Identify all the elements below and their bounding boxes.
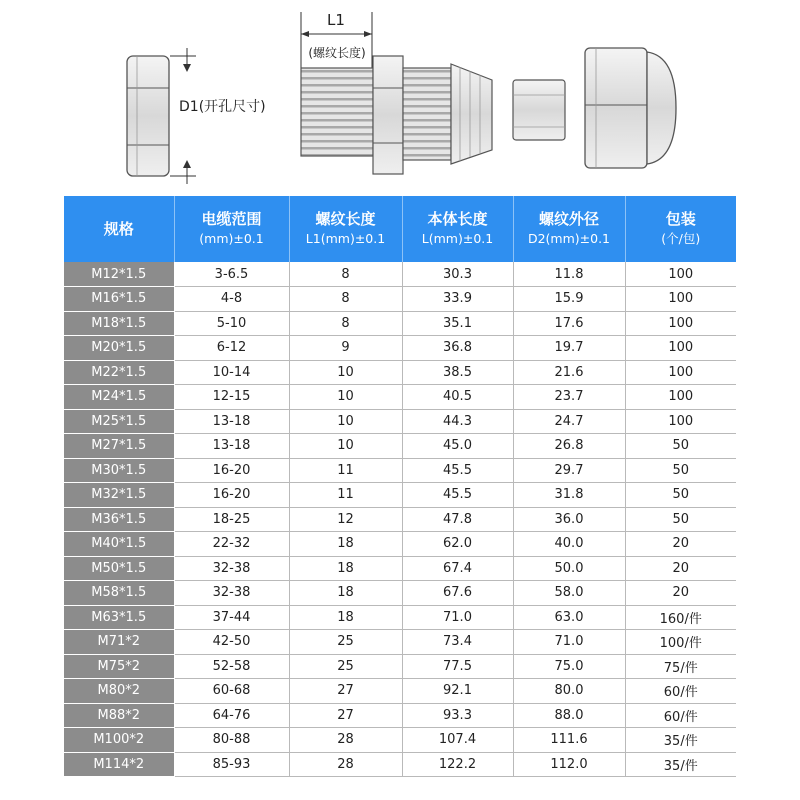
thread-length-cell: 10 bbox=[289, 434, 402, 459]
spec-cell: M71*2 bbox=[64, 630, 174, 655]
cable-range-cell: 16-20 bbox=[174, 483, 289, 508]
thread-diameter-cell: 21.6 bbox=[513, 360, 625, 385]
body-length-cell: 62.0 bbox=[402, 532, 513, 557]
thread-diameter-cell: 31.8 bbox=[513, 483, 625, 508]
spec-cell: M27*1.5 bbox=[64, 434, 174, 459]
packaging-cell: 160/件 bbox=[625, 605, 736, 630]
spec-cell: M18*1.5 bbox=[64, 311, 174, 336]
body-length-cell: 33.9 bbox=[402, 287, 513, 312]
cable-range-cell: 42-50 bbox=[174, 630, 289, 655]
table-row bbox=[64, 556, 736, 581]
cable-range-cell: 4-8 bbox=[174, 287, 289, 312]
thread-diameter-cell: 80.0 bbox=[513, 679, 625, 704]
table-row bbox=[64, 262, 736, 287]
header-cable-range: 电缆范围 (mm)±0.1 bbox=[174, 196, 289, 262]
thread-length-cell: 10 bbox=[289, 409, 402, 434]
spec-cell: M25*1.5 bbox=[64, 409, 174, 434]
spec-cell: M16*1.5 bbox=[64, 287, 174, 312]
thread-diameter-cell: 36.0 bbox=[513, 507, 625, 532]
thread-diameter-cell: 15.9 bbox=[513, 287, 625, 312]
cable-range-cell: 52-58 bbox=[174, 654, 289, 679]
thread-length-cell: 10 bbox=[289, 360, 402, 385]
packaging-cell: 75/件 bbox=[625, 654, 736, 679]
cable-range-cell: 32-38 bbox=[174, 556, 289, 581]
packaging-cell: 60/件 bbox=[625, 703, 736, 728]
packaging-cell: 100 bbox=[625, 409, 736, 434]
d1-label: D1(开孔尺寸) bbox=[179, 99, 266, 115]
table-row bbox=[64, 287, 736, 312]
locknut-drawing bbox=[127, 56, 169, 176]
table-row bbox=[64, 336, 736, 361]
table-row bbox=[64, 605, 736, 630]
thread-length-cell: 8 bbox=[289, 262, 402, 287]
spec-cell: M30*1.5 bbox=[64, 458, 174, 483]
header-thread-length: 螺纹长度 L1(mm)±0.1 bbox=[289, 196, 402, 262]
spec-cell: M12*1.5 bbox=[64, 262, 174, 287]
seal-insert-drawing bbox=[513, 80, 565, 140]
packaging-cell: 60/件 bbox=[625, 679, 736, 704]
packaging-cell: 100/件 bbox=[625, 630, 736, 655]
table-row bbox=[64, 630, 736, 655]
body-length-cell: 77.5 bbox=[402, 654, 513, 679]
thread-length-label: (螺纹长度) bbox=[308, 46, 366, 60]
table-row bbox=[64, 752, 736, 777]
table-row bbox=[64, 311, 736, 336]
packaging-cell: 100 bbox=[625, 360, 736, 385]
spec-cell: M36*1.5 bbox=[64, 507, 174, 532]
thread-length-cell: 28 bbox=[289, 752, 402, 777]
body-length-cell: 40.5 bbox=[402, 385, 513, 410]
d1-dimension bbox=[170, 48, 196, 184]
table-row bbox=[64, 434, 736, 459]
header-packaging: 包装 (个/包) bbox=[625, 196, 736, 262]
body-length-cell: 92.1 bbox=[402, 679, 513, 704]
spec-cell: M50*1.5 bbox=[64, 556, 174, 581]
thread-diameter-cell: 75.0 bbox=[513, 654, 625, 679]
l1-label: L1 bbox=[327, 11, 345, 29]
thread-diameter-cell: 23.7 bbox=[513, 385, 625, 410]
cable-range-cell: 10-14 bbox=[174, 360, 289, 385]
table-row bbox=[64, 532, 736, 557]
thread-diameter-cell: 24.7 bbox=[513, 409, 625, 434]
body-length-cell: 122.2 bbox=[402, 752, 513, 777]
cable-range-cell: 18-25 bbox=[174, 507, 289, 532]
cable-range-cell: 37-44 bbox=[174, 605, 289, 630]
table-row bbox=[64, 385, 736, 410]
table-row bbox=[64, 703, 736, 728]
packaging-cell: 100 bbox=[625, 311, 736, 336]
spec-cell: M63*1.5 bbox=[64, 605, 174, 630]
table-row bbox=[64, 458, 736, 483]
packaging-cell: 100 bbox=[625, 336, 736, 361]
thread-diameter-cell: 88.0 bbox=[513, 703, 625, 728]
packaging-cell: 100 bbox=[625, 262, 736, 287]
body-length-cell: 71.0 bbox=[402, 605, 513, 630]
thread-length-cell: 25 bbox=[289, 630, 402, 655]
thread-length-cell: 28 bbox=[289, 728, 402, 753]
thread-diameter-cell: 17.6 bbox=[513, 311, 625, 336]
cable-range-cell: 13-18 bbox=[174, 409, 289, 434]
thread-length-cell: 9 bbox=[289, 336, 402, 361]
cable-range-cell: 85-93 bbox=[174, 752, 289, 777]
thread-length-cell: 11 bbox=[289, 458, 402, 483]
packaging-cell: 20 bbox=[625, 556, 736, 581]
cable-range-cell: 13-18 bbox=[174, 434, 289, 459]
thread-length-cell: 27 bbox=[289, 703, 402, 728]
gland-body-drawing bbox=[301, 56, 492, 174]
spec-cell: M32*1.5 bbox=[64, 483, 174, 508]
body-length-cell: 67.6 bbox=[402, 581, 513, 606]
cable-range-cell: 6-12 bbox=[174, 336, 289, 361]
spec-cell: M75*2 bbox=[64, 654, 174, 679]
thread-length-cell: 8 bbox=[289, 287, 402, 312]
packaging-cell: 50 bbox=[625, 483, 736, 508]
thread-diameter-cell: 71.0 bbox=[513, 630, 625, 655]
table-row bbox=[64, 581, 736, 606]
body-length-cell: 44.3 bbox=[402, 409, 513, 434]
body-length-cell: 67.4 bbox=[402, 556, 513, 581]
spec-table bbox=[64, 196, 736, 777]
body-length-cell: 38.5 bbox=[402, 360, 513, 385]
cable-gland-diagram bbox=[0, 0, 800, 190]
table-row bbox=[64, 728, 736, 753]
packaging-cell: 100 bbox=[625, 385, 736, 410]
thread-diameter-cell: 19.7 bbox=[513, 336, 625, 361]
body-length-cell: 93.3 bbox=[402, 703, 513, 728]
table-header-row bbox=[64, 196, 736, 262]
packaging-cell: 50 bbox=[625, 458, 736, 483]
thread-diameter-cell: 40.0 bbox=[513, 532, 625, 557]
cable-range-cell: 22-32 bbox=[174, 532, 289, 557]
packaging-cell: 50 bbox=[625, 434, 736, 459]
packaging-cell: 100 bbox=[625, 287, 736, 312]
thread-diameter-cell: 111.6 bbox=[513, 728, 625, 753]
spec-cell: M100*2 bbox=[64, 728, 174, 753]
cable-range-cell: 60-68 bbox=[174, 679, 289, 704]
packaging-cell: 35/件 bbox=[625, 728, 736, 753]
body-length-cell: 45.5 bbox=[402, 458, 513, 483]
thread-length-cell: 18 bbox=[289, 605, 402, 630]
cable-range-cell: 12-15 bbox=[174, 385, 289, 410]
spec-cell: M58*1.5 bbox=[64, 581, 174, 606]
spec-cell: M80*2 bbox=[64, 679, 174, 704]
spec-cell: M20*1.5 bbox=[64, 336, 174, 361]
cable-range-cell: 64-76 bbox=[174, 703, 289, 728]
spec-cell: M88*2 bbox=[64, 703, 174, 728]
thread-length-cell: 8 bbox=[289, 311, 402, 336]
spec-cell: M24*1.5 bbox=[64, 385, 174, 410]
body-length-cell: 107.4 bbox=[402, 728, 513, 753]
table-body bbox=[64, 262, 736, 777]
thread-diameter-cell: 58.0 bbox=[513, 581, 625, 606]
table-row bbox=[64, 507, 736, 532]
spec-cell: M114*2 bbox=[64, 752, 174, 777]
cable-range-cell: 16-20 bbox=[174, 458, 289, 483]
thread-diameter-cell: 11.8 bbox=[513, 262, 625, 287]
thread-length-cell: 27 bbox=[289, 679, 402, 704]
cap-nut-drawing bbox=[585, 48, 676, 168]
thread-length-cell: 10 bbox=[289, 385, 402, 410]
body-length-cell: 36.8 bbox=[402, 336, 513, 361]
table-row bbox=[64, 654, 736, 679]
thread-diameter-cell: 26.8 bbox=[513, 434, 625, 459]
thread-diameter-cell: 112.0 bbox=[513, 752, 625, 777]
body-length-cell: 47.8 bbox=[402, 507, 513, 532]
thread-length-cell: 18 bbox=[289, 532, 402, 557]
thread-diameter-cell: 63.0 bbox=[513, 605, 625, 630]
table-row bbox=[64, 679, 736, 704]
table-row bbox=[64, 360, 736, 385]
thread-length-cell: 25 bbox=[289, 654, 402, 679]
body-length-cell: 35.1 bbox=[402, 311, 513, 336]
table-row bbox=[64, 409, 736, 434]
thread-length-cell: 18 bbox=[289, 581, 402, 606]
body-length-cell: 30.3 bbox=[402, 262, 513, 287]
thread-length-cell: 11 bbox=[289, 483, 402, 508]
thread-length-cell: 12 bbox=[289, 507, 402, 532]
spec-cell: M22*1.5 bbox=[64, 360, 174, 385]
packaging-cell: 35/件 bbox=[625, 752, 736, 777]
header-body-length: 本体长度 L(mm)±0.1 bbox=[402, 196, 513, 262]
spec-cell: M40*1.5 bbox=[64, 532, 174, 557]
thread-diameter-cell: 50.0 bbox=[513, 556, 625, 581]
thread-diameter-cell: 29.7 bbox=[513, 458, 625, 483]
cable-range-cell: 80-88 bbox=[174, 728, 289, 753]
packaging-cell: 20 bbox=[625, 581, 736, 606]
header-spec: 规格 bbox=[64, 196, 174, 262]
cable-range-cell: 5-10 bbox=[174, 311, 289, 336]
packaging-cell: 20 bbox=[625, 532, 736, 557]
header-thread-diameter: 螺纹外径 D2(mm)±0.1 bbox=[513, 196, 625, 262]
cable-range-cell: 32-38 bbox=[174, 581, 289, 606]
cable-range-cell: 3-6.5 bbox=[174, 262, 289, 287]
body-length-cell: 73.4 bbox=[402, 630, 513, 655]
packaging-cell: 50 bbox=[625, 507, 736, 532]
body-length-cell: 45.5 bbox=[402, 483, 513, 508]
table-row bbox=[64, 483, 736, 508]
thread-length-cell: 18 bbox=[289, 556, 402, 581]
body-length-cell: 45.0 bbox=[402, 434, 513, 459]
